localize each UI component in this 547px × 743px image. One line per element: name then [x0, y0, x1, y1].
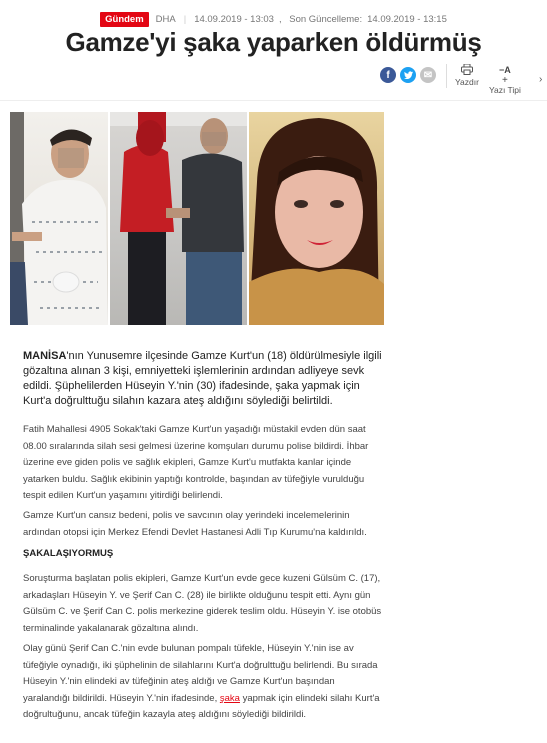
- font-size-control[interactable]: [489, 64, 521, 95]
- article-lead: [23, 349, 383, 409]
- photo-suspects-escort: [110, 112, 247, 325]
- paragraph-4: [23, 641, 383, 724]
- mail-icon[interactable]: ✉: [420, 67, 436, 83]
- paragraph-1: Fatih Mahallesi 4905 Sokak'taki Gamze Kurt'un yaşadığı müstakil evden dün saat 08.00 sıralarında silah sesi gelmesi üzerine komşuları durumu polise bildirdi. İhbar üzerine eve giden polis ve sağlık ekipleri, Gamze Kurt'u mutfakta kanlar içinde yatarken buldu. Sağlık ekibinin yaptığı kontrolde, başından av tüfeğiyle vurulduğu tespit edilen Kurt'un yaşamını yitirdiği belirlendi.: [23, 424, 369, 501]
- source-label: DHA: [155, 14, 176, 25]
- chevron-right-icon[interactable]: ›: [539, 74, 543, 85]
- photo-suspect-1: [10, 112, 108, 325]
- published-date: 14.09.2019 - 13:03: [194, 14, 274, 25]
- print-label: Yazdır: [455, 77, 479, 87]
- category-badge[interactable]: Gündem: [100, 12, 149, 27]
- section-subhead: ŞAKALAŞIYORMUŞ: [23, 548, 114, 559]
- paragraph-4-text-a: Olay günü Şerif Can C.'nin evde bulunan pompalı tüfekle, Hüseyin Y.'nin ise av tüfeğiyle oynadığı, iki şüphelinin de silahlarını Kurt'a doğrulttuğu belirlendi. Bu sırada Hüseyin Y.'nin elindeki av tüfeğinin ateş aldığı ve Gamze Kurt'un başından yaralandığı bildirildi. Hüseyin Y.'nin ifadesinde,: [23, 643, 378, 704]
- paragraph-2: Gamze Kurt'un cansız bedeni, polis ve savcının olay yerindeki incelemelerinin ardından otopsi için Merkez Efendi Devlet Hastanesi Adli Tıp Kurumu'na kaldırıldı.: [23, 510, 367, 538]
- font-increase-button[interactable]: +: [502, 75, 508, 86]
- twitter-icon[interactable]: [400, 67, 416, 83]
- toolbar-divider: [446, 64, 447, 88]
- article-toolbar: [380, 64, 531, 94]
- paragraph-3: Soruşturma başlatan polis ekipleri, Gamze Kurt'un evde gece kuzeni Gülsüm C. (17), arkadaşları Hüseyin Y. ve Şerif Can C. (28) ile birlikte olduğunu tespit etti. Aynı gün Gülsüm C. ve Şerif Can C. polis merkezine giderek teslim oldu. Hüseyin Y. ise otobüs terminalinde yakalanarak gözaltına alındı.: [23, 573, 382, 634]
- updated-date: 14.09.2019 - 13:15: [367, 14, 447, 25]
- updated-label: Son Güncelleme:: [289, 14, 363, 25]
- facebook-icon[interactable]: f: [380, 67, 396, 83]
- paragraph-4-text-b: yapmak için elindeki silahı Kurt'a doğrultuğunu, ancak tüfeğin kazayla ateş aldığını söylediği bildirildi.: [23, 692, 380, 720]
- meta-divider: |: [183, 14, 187, 25]
- lead-text: 'nın Yunusemre ilçesinde Gamze Kurt'un (18) öldürülmesiyle ilgili gözaltına alınan 3 kişi, emniyetteki işlemlerinin ardından adliyeye sevk edildi. Şüphelilerden Hüseyin Y.'nin (30) ifadesinde, şaka yapmak için Kurt'a doğrulttuğu silahın kazara ateş aldığını söylediği belirtildi.: [23, 350, 382, 407]
- font-decrease-button[interactable]: −A: [499, 65, 511, 75]
- font-size-label: Yazı Tipi: [488, 85, 521, 95]
- article-photo: [10, 112, 384, 325]
- print-button[interactable]: [455, 64, 479, 87]
- article-title: Gamze'yi şaka yaparken öldürmüş: [65, 27, 482, 57]
- tag-link-saka[interactable]: şaka: [219, 692, 240, 704]
- lead-city: MANİSA: [23, 350, 67, 362]
- header-divider: [0, 100, 547, 101]
- photo-victim: [249, 112, 384, 325]
- article-meta: Gündem DHA | 14.09.2019 - 13:03 , Son Güncelleme: 14.09.2019 - 13:15: [0, 12, 547, 27]
- printer-icon: [461, 64, 473, 77]
